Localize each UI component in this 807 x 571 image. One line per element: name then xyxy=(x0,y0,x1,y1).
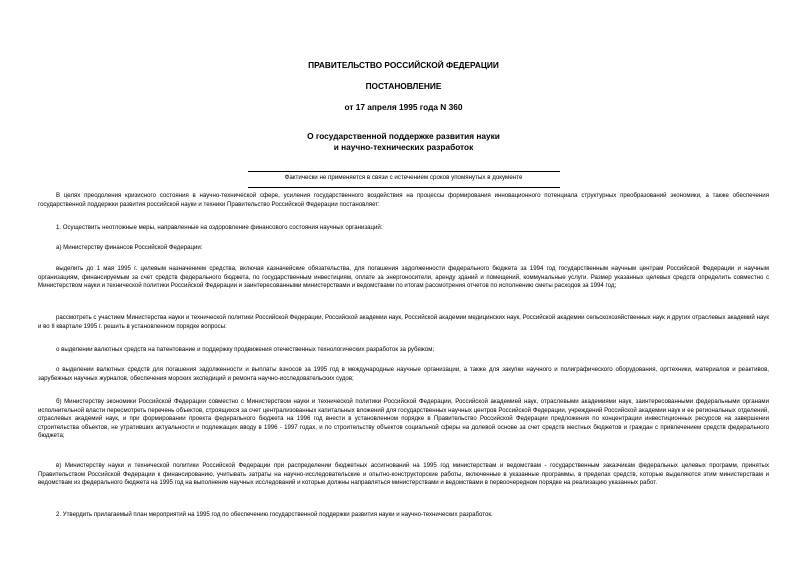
status-note: Фактически не применяется в связи с истечением сроков упомянутых в документе xyxy=(284,174,523,181)
status-note-top-rule xyxy=(248,171,560,172)
clause-1a: а) Министерству финансов Российской Федерации: xyxy=(56,244,203,251)
clause-1b: б) Министерству экономики Российской Федерации совместно с Министерством науки и технической политики Российской Федерации, Российской академией наук, отраслевыми академиями наук, заинтересованными федеральными органами исполнительной власти пересмотреть перечень объектов, строящихся за счет централизованных капитальных вложений для государственных научных центров Российской Федерации, учреждений Российской академии наук и ее региональных отделений, отраслевых академий наук, и при формировании проекта федерального бюджета на 1996 год внести в установленном порядке в Правительство Российской Федерации предложения по концентрации инвестиционных ресурсов на завершении строительства объектов, не утративших актуальности и подлежащих вводу в 1996 - 1997 годах, и по строительству объектов социальной сферы на долевой основе за счет средств местных бюджетов и граждан с привлечением средств федерального бюджета; xyxy=(38,398,769,440)
document-title-line-1: О государственной поддержке развития науки xyxy=(307,131,500,141)
document-title-line-2: и научно-технических разработок xyxy=(333,142,474,152)
clause-1: 1. Осуществить неотложные меры, направленные на оздоровление финансового состояния научных организаций: xyxy=(56,224,383,231)
document-type: ПОСТАНОВЛЕНИЕ xyxy=(365,81,442,91)
clause-1v: в) Министерству науки и технической политики Российской Федерации при распределении бюджетных ассигнований на 1995 год министерствам и ведомствам - государственным заказчикам федеральных целевых программ, принятых Правительством Российской Федерации к финансированию, учитывать затраты на научно-исследовательские и опытно-конструкторские работы, включенные в указанные программы, в пределах средств, которые выделяются этим министерствам и ведомствам из федерального бюджета на 1995 год на выполнение научных исследований и которые должны направляться министерствами и ведомствами в первоочередном порядке на реализацию указанных работ. xyxy=(38,462,769,487)
clause-2: 2. Утвердить прилагаемый план мероприятий на 1995 год по обеспечению государственной поддержки развития науки и научно-технических разработок. xyxy=(56,511,493,518)
clause-1a-foreign-currency: о выделении валютных средств для погашения задолженности и выплаты взносов за 1995 год в международные научные организации, а также для закупки научного и полиграфического оборудования, оргтехники, материалов и реактивов, зарубежных научных журналов, обеспечения морских экспедиций и ремонта научно-исследовательских судов; xyxy=(38,366,769,382)
clause-1a-allocate-funds: выделить до 1 мая 1995 г. целевым назначением средства, включая казначейские обязательства, для погашения задолженности федерального бюджета за 1994 год государственным научным центрам Российской Федерации и научным организациям, финансируемым за счет средств федерального бюджета, по государственным инвестициям, оплате за энергоносители, аренду зданий и помещений, коммунальные услуги. Размер указанных целевых средств определить совместно с Министерством науки и технической политики Российской Федерации и заинтересованными министерствами и ведомствами по итогам рассмотрения отчетов по исполнению сметы расходов за 1994 год; xyxy=(38,265,769,290)
clause-1a-patenting: о выделении валютных средств на патентование и поддержку продвижения отечественных технологических разработок за рубежом; xyxy=(56,346,435,353)
clause-1a-consider-issues: рассмотреть с участием Министерства науки и технической политики Российской Федерации, Российской академии наук, Российской академии медицинских наук, Российской академии сельскохозяйственных наук и других отраслевых академий наук и во II квартале 1995 г. решить в установленном порядке вопросы: xyxy=(38,314,769,330)
preamble-paragraph: В целях преодоления кризисного состояния в научно-технической сфере, усиления государственного воздействия на процессы формирования инновационного потенциала структурных преобразований экономики, а также обеспечения государственной поддержки развития российской науки и техники Правительство Российской Федерации постановляет: xyxy=(38,192,769,208)
issuing-authority: ПРАВИТЕЛЬСТВО РОССИЙСКОЙ ФЕДЕРАЦИИ xyxy=(308,60,499,70)
document-date-number: от 17 апреля 1995 года N 360 xyxy=(344,102,463,112)
status-note-bottom-rule xyxy=(248,187,560,188)
